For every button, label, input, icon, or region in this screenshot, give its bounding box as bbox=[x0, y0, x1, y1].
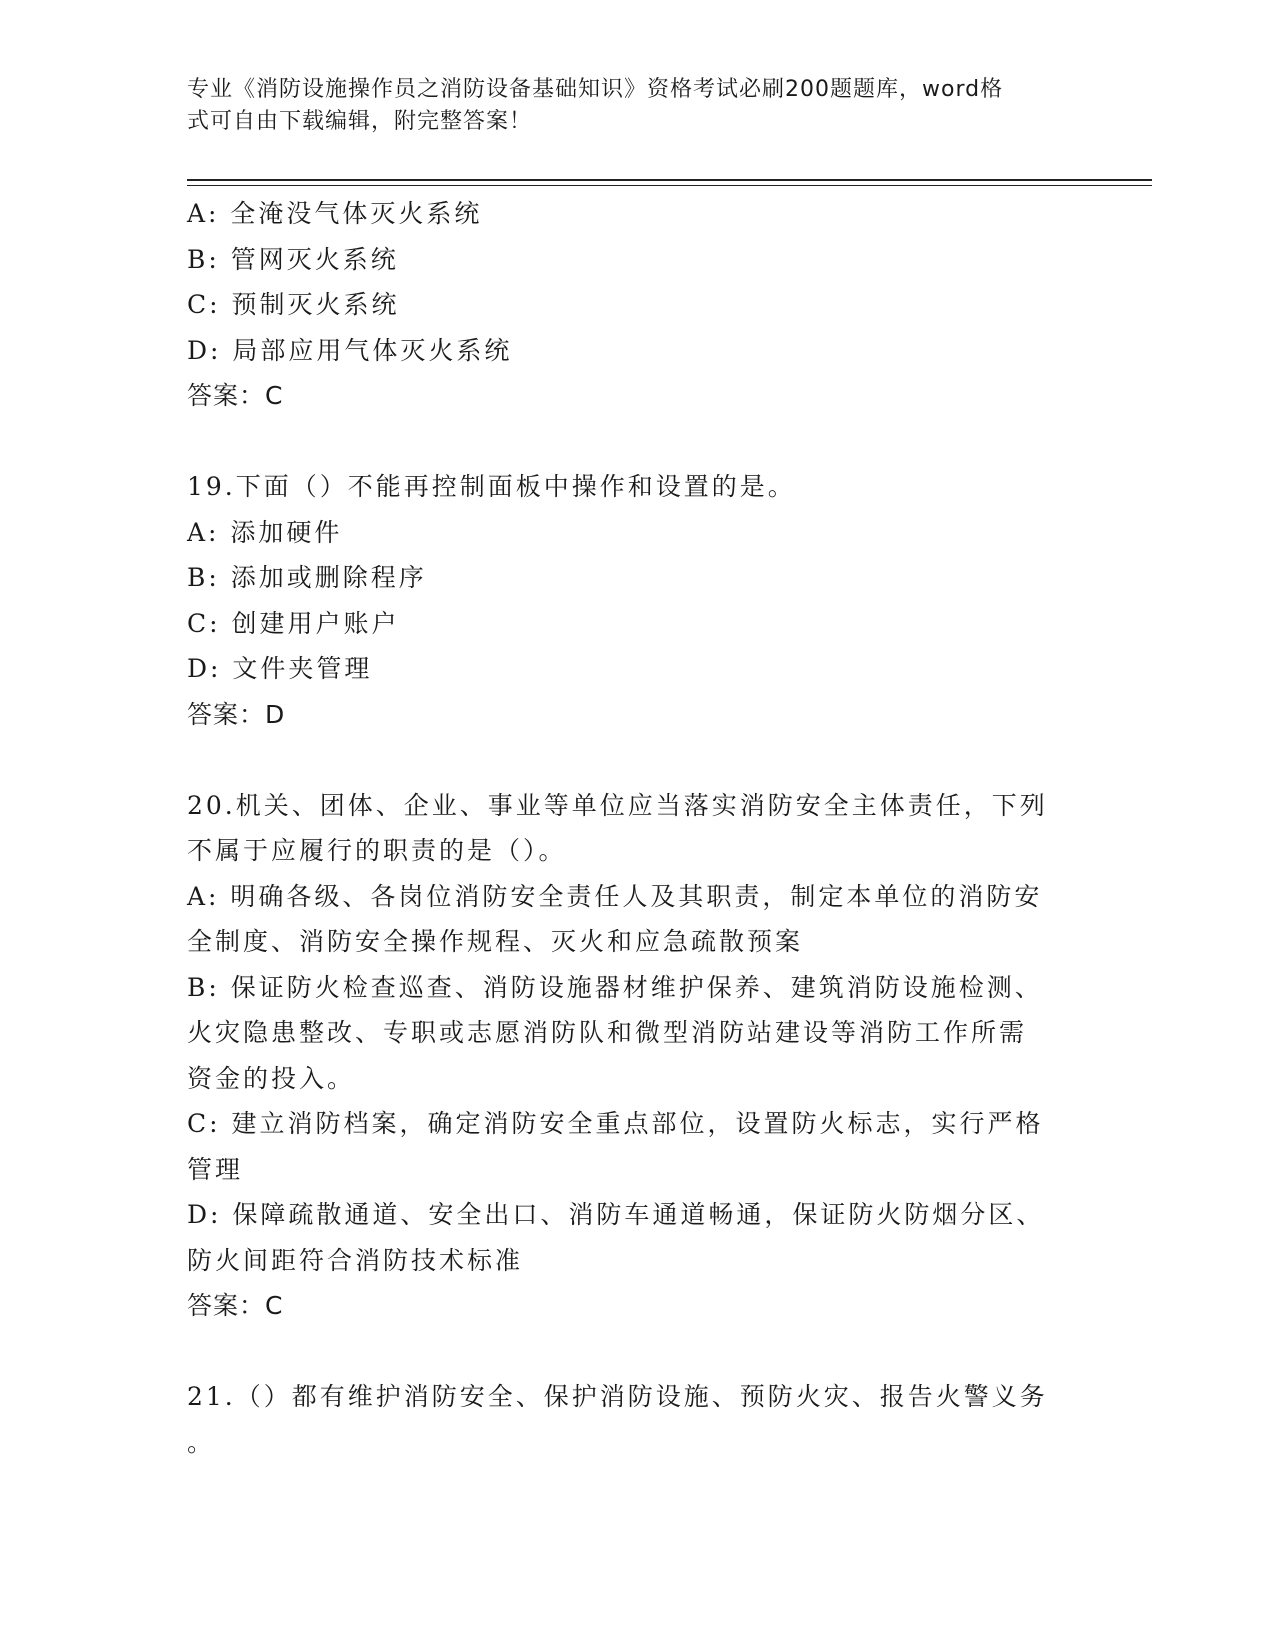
question-text-line-2: 。 bbox=[187, 1427, 216, 1457]
question-21-block bbox=[187, 1374, 1077, 1465]
option-d-line-1: D: 保障疏散通道、安全出口、消防车通道畅通，保证防火防烟分区、 bbox=[187, 1200, 1045, 1229]
option-d: D: 局部应用气体灭火系统 bbox=[187, 335, 513, 365]
question-text-line-1: 20.机关、团体、企业、事业等单位应当落实消防安全主体责任，下列 bbox=[187, 790, 1048, 820]
header-title-line-2: 式可自由下载编辑，附完整答案！ bbox=[187, 109, 533, 134]
option-d-line-2: 防火间距符合消防技术标准 bbox=[187, 1245, 524, 1275]
option-c: C: 预制灭火系统 bbox=[187, 290, 400, 319]
option-b-line-3: 资金的投入。 bbox=[187, 1063, 356, 1093]
answer-label: 答案：C bbox=[187, 381, 284, 410]
header-divider-thick bbox=[187, 179, 1152, 181]
question-18-block bbox=[187, 191, 1077, 419]
question-list bbox=[187, 191, 1077, 1465]
option-c: C: 创建用户账户 bbox=[187, 608, 400, 638]
spacer bbox=[187, 737, 1077, 783]
answer-label: 答案：D bbox=[187, 699, 286, 729]
spacer bbox=[187, 1329, 1077, 1375]
header-title-line-1: 专业《消防设施操作员之消防设备基础知识》资格考试必刷200题题库，word格 bbox=[187, 77, 1004, 102]
document-header bbox=[187, 74, 1077, 138]
option-a-line-2: 全制度、消防安全操作规程、灭火和应急疏散预案 bbox=[187, 927, 804, 956]
answer-label: 答案：C bbox=[187, 1291, 284, 1320]
option-b-line-1: B: 保证防火检查巡查、消防设施器材维护保养、建筑消防设施检测、 bbox=[187, 972, 1043, 1002]
option-c-line-2: 管理 bbox=[187, 1154, 244, 1184]
question-text: 19.下面（）不能再控制面板中操作和设置的是。 bbox=[187, 472, 796, 501]
option-b: B: 管网灭火系统 bbox=[187, 244, 399, 274]
question-text-line-2: 不属于应履行的职责的是（）。 bbox=[187, 836, 567, 865]
question-text-line-1: 21.（）都有维护消防安全、保护消防设施、预防火灾、报告火警义务 bbox=[187, 1382, 1048, 1411]
option-a: A: 添加硬件 bbox=[187, 517, 343, 547]
option-a-line-1: A: 明确各级、各岗位消防安全责任人及其职责，制定本单位的消防安 bbox=[187, 881, 1043, 911]
option-d: D: 文件夹管理 bbox=[187, 654, 373, 683]
spacer bbox=[187, 419, 1077, 465]
header-divider-thin bbox=[187, 185, 1152, 186]
option-c-line-1: C: 建立消防档案，确定消防安全重点部位，设置防火标志，实行严格 bbox=[187, 1109, 1044, 1138]
question-20-block bbox=[187, 783, 1077, 1329]
option-a: A: 全淹没气体灭火系统 bbox=[187, 199, 483, 228]
option-b: B: 添加或删除程序 bbox=[187, 563, 427, 592]
option-b-line-2: 火灾隐患整改、专职或志愿消防队和微型消防站建设等消防工作所需 bbox=[187, 1018, 1028, 1047]
question-19-block bbox=[187, 464, 1077, 737]
